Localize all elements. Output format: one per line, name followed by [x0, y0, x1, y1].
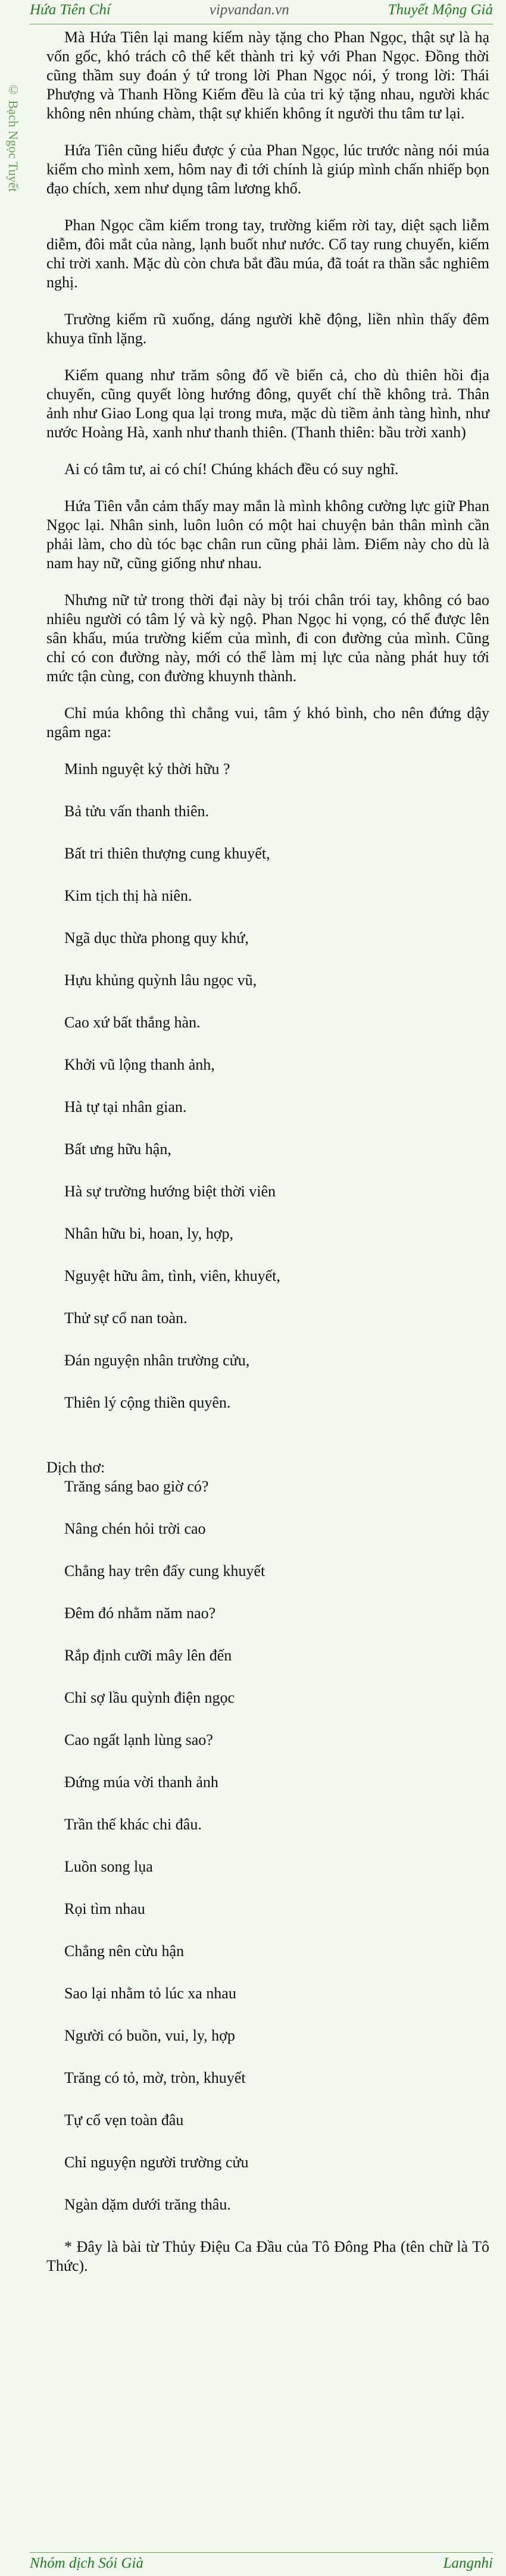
- poem-line: Trần thế khác chi đâu.: [64, 1816, 202, 1833]
- header-book-title: Hứa Tiên Chí: [30, 2, 111, 18]
- paragraph: Hứa Tiên cũng hiểu được ý của Phan Ngọc, lúc trước nàng nói múa kiếm cho mình xem, hôm nay đi tới chính là giúp mình chấn nhiếp bọn đạo chích, xem như dụng tâm lương khổ.: [46, 142, 489, 197]
- footnote: * Đây là bài từ Thủy Điệu Ca Đầu của Tô Đông Pha (tên chữ là Tô Thức).: [46, 2238, 489, 2274]
- poem-line: Kim tịch thị hà niên.: [64, 887, 192, 904]
- side-watermark: [2, 36, 24, 238]
- poem-line: Bất tri thiên thượng cung khuyết,: [64, 845, 270, 862]
- poem-line: Cao ngất lạnh lùng sao?: [64, 1731, 213, 1748]
- footer-rule: [30, 2552, 493, 2553]
- paragraph: Chỉ múa không thì chẳng vui, tâm ý khó bình, cho nên đứng dậy ngâm nga:: [46, 704, 489, 741]
- poem-line: Người có buồn, vui, ly, hợp: [64, 2027, 235, 2044]
- paragraph: Nhưng nữ tử trong thời đại này bị trói chân trói tay, không có bao nhiêu người có tâm lý và kỳ ngộ. Phan Ngọc hi vọng, có thể được lên sân khấu, múa trường kiếm của mình, đi con đường của mình. Cũng chỉ có con đường này, mới có thể làm mị lực của nàng phát huy tới mức tận cùng, con đường khuynh thành.: [46, 591, 489, 685]
- poem-line: Tự cổ vẹn toàn đâu: [64, 2111, 184, 2129]
- poem-line: Hà tự tại nhân gian.: [64, 1098, 187, 1115]
- poem-line: Ngàn dặm dưới trăng thâu.: [64, 2196, 231, 2213]
- document-body: [46, 28, 489, 2276]
- poem-line: Chỉ nguyện người trường cửu: [64, 2154, 249, 2171]
- page-header: [30, 2, 493, 18]
- footer-group: Nhóm dịch Sói Già: [30, 2555, 143, 2571]
- poem-line: Cao xứ bất thắng hàn.: [64, 1014, 201, 1031]
- paragraph: Hứa Tiên vẫn cảm thấy may mắn là mình không cường lực giữ Phan Ngọc lại. Nhân sinh, luôn luôn có một hai chuyện bản thân mình cần phải làm, cho dù tóc bạc chân run cũng phải làm. Điểm này cho dù là nam hay nữ, cũng giống như nhau.: [46, 497, 489, 572]
- paragraph: Phan Ngọc cầm kiếm trong tay, trường kiếm rời tay, diệt sạch liễm diễm, đôi mắt của nàng, lạnh buốt như nước. Cổ tay rung chuyển, kiếm chỉ trời xanh. Mặc dù còn chưa bắt đầu múa, đã toát ra thần sắc nghiêm nghị.: [46, 217, 489, 291]
- poem-line: Nguyệt hữu âm, tình, viên, khuyết,: [64, 1267, 280, 1284]
- paragraph: Trường kiếm rũ xuống, dáng người khẽ động, liền nhìn thấy đêm khuya tĩnh lặng.: [46, 311, 489, 347]
- poem-line: Đán nguyện nhân trường cửu,: [64, 1352, 250, 1369]
- poem-line: Đứng múa vời thanh ảnh: [64, 1773, 218, 1791]
- poem-line: Đêm đó nhằm năm nao?: [64, 1604, 216, 1622]
- poem-line: Chẳng nên cừu hận: [64, 1942, 185, 1960]
- poem-line: Luồn song lụa: [64, 1858, 153, 1875]
- poem-line: Hựu khủng quỳnh lâu ngọc vũ,: [64, 972, 257, 989]
- poem-line: Trăng sáng bao giờ có?: [64, 1478, 209, 1495]
- poem-line: Hà sự trường hướng biệt thời viên: [64, 1183, 276, 1200]
- poem-line: Ngã dục thừa phong quy khứ,: [64, 929, 249, 947]
- poem-line: Rắp định cưỡi mây lên đến: [64, 1647, 232, 1664]
- footer-translator: Langnhi: [443, 2555, 493, 2571]
- paragraph: Kiếm quang như trăm sông đổ về biển cả, cho dù thiên hồi địa chuyển, cũng quyết lòng hướng đông, quyết chí thề không trả. Thân ảnh như Giao Long qua lại trong mưa, mặc dù tiềm ảnh tàng hình, như nước Hoàng Hà, xanh như thanh thiên. (Thanh thiên: bầu trời xanh): [46, 366, 489, 441]
- translation-label: Dịch thơ:: [46, 1459, 105, 1476]
- poem-line: Khởi vũ lộng thanh ảnh,: [64, 1056, 215, 1073]
- poem-line: Nâng chén hỏi trời cao: [64, 1520, 206, 1537]
- header-author: Thuyết Mộng Giả: [388, 2, 493, 18]
- poem-line: Nhân hữu bi, hoan, ly, hợp,: [64, 1225, 233, 1242]
- paragraph: Mà Hứa Tiên lại mang kiếm này tặng cho Phan Ngọc, thật sự là hạ vốn gốc, khó trách cô thể kết thành tri kỷ với Phan Ngọc. Đồng thời cũng thầm suy đoán ý tứ trong lời Phan Ngọc nói, ý trong lời: Thái Phượng và Thanh Hồng Kiếm đều là của tri kỷ tặng nhau, người khác không nên nhúng chàm, thật sự khiến không ít người thu tâm tư lại.: [46, 29, 489, 122]
- poem-original: [64, 760, 489, 1412]
- poem-line: Trăng có tỏ, mờ, tròn, khuyết: [64, 2069, 246, 2086]
- poem-line: Bả tửu vấn thanh thiên.: [64, 803, 209, 820]
- paragraph: Ai có tâm tư, ai có chí! Chúng khách đều có suy nghĩ.: [64, 460, 399, 478]
- poem-line: Chẳng hay trên đấy cung khuyết: [64, 1562, 266, 1580]
- poem-line: Chỉ sợ lầu quỳnh điện ngọc: [64, 1689, 235, 1706]
- header-site: vipvandan.vn: [209, 2, 289, 18]
- poem-line: Minh nguyệt kỷ thời hữu ?: [64, 760, 230, 778]
- poem-line: Sao lại nhằm tỏ lúc xa nhau: [64, 1985, 236, 2002]
- poem-translation: [64, 1477, 489, 2214]
- page-footer: [30, 2556, 493, 2571]
- poem-line: Thiên lý cộng thiền quyên.: [64, 1394, 231, 1411]
- poem-line: Bất ưng hữu hận,: [64, 1140, 171, 1158]
- spacer: [46, 1436, 489, 1458]
- watermark-text: © Bạch Ngọc Tuyết: [6, 82, 21, 192]
- poem-line: Rọi tìm nhau: [64, 1900, 145, 1917]
- poem-line: Thử sự cổ nan toàn.: [64, 1309, 188, 1327]
